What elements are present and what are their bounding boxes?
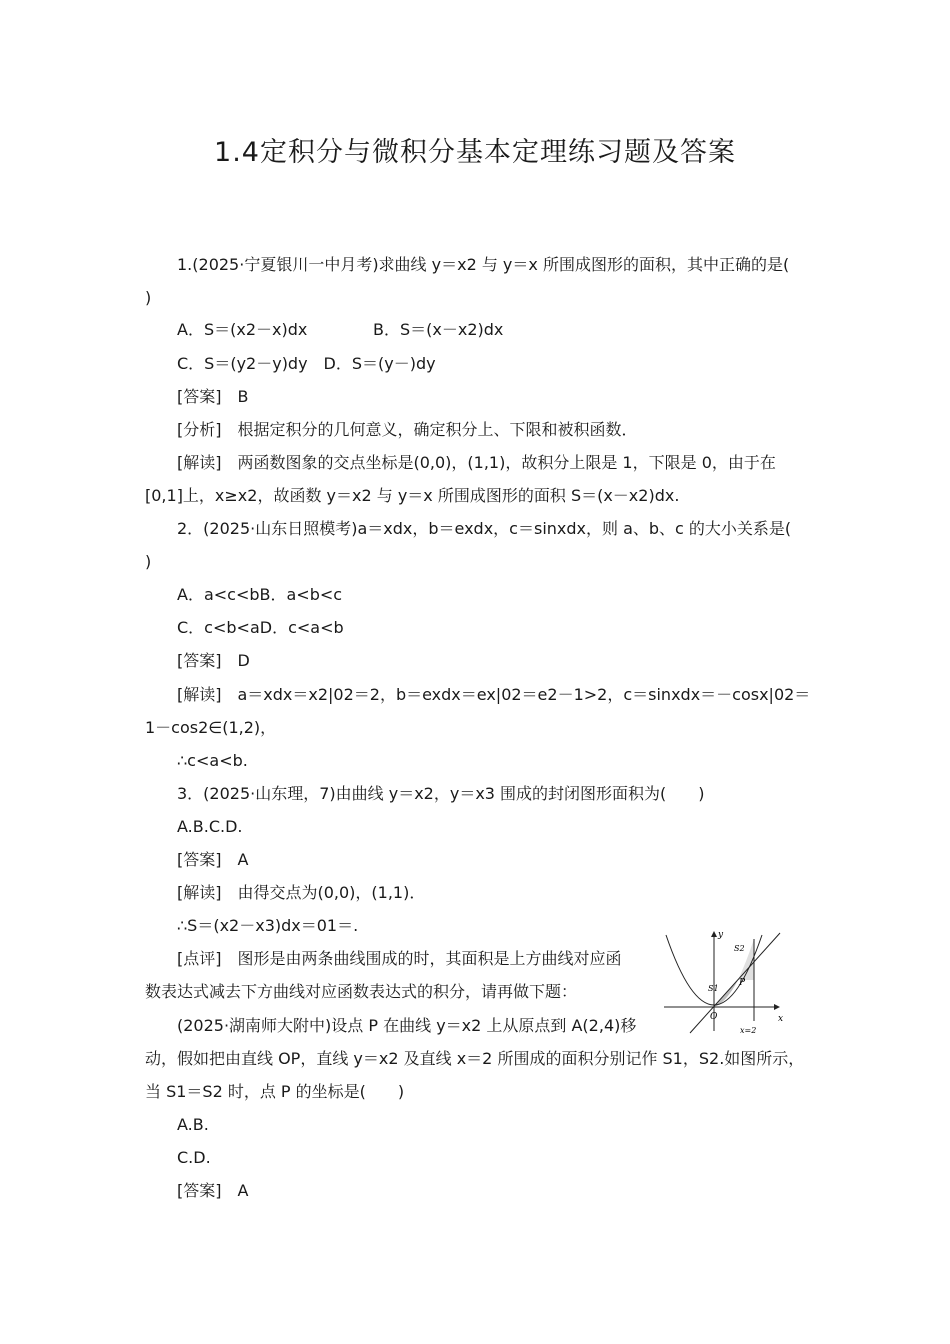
extra-question-stem-end: 当 S1＝S2 时，点 P 的坐标是( ) — [145, 1082, 405, 1101]
q2-stem: 2．(2025·山东日照模考)a＝xdx，b＝exdx，c＝sinxdx，则 a、b、c 的大小关系是( — [177, 519, 792, 538]
q3-answer: [答案] A — [177, 850, 249, 869]
q1-stem: 1.(2025·宁夏银川一中月考)求曲线 y＝x2 与 y＝x 所围成图形的面积，其中正确的是( — [177, 255, 790, 274]
x-axis-label: x — [778, 1014, 784, 1024]
q3-options: A.B.C.D. — [177, 817, 243, 836]
q1-stem-close: ) — [145, 288, 152, 307]
extra-options-ab: A.B. — [177, 1115, 209, 1134]
parabola-figure — [662, 925, 787, 1037]
page-title: 1.4定积分与微积分基本定理练习题及答案 — [214, 137, 736, 168]
q1-solution-cont: [0,1]上，x≥x2，故函数 y＝x2 与 y＝x 所围成图形的面积 S＝(x－x2)dx. — [145, 486, 680, 505]
q2-solution: [解读] a＝xdx＝x2|02＝2，b＝exdx＝ex|02＝e2－1>2，c＝sinxdx＝－cosx|02＝ — [177, 685, 811, 704]
q3-stem: 3．(2025·山东理，7)由曲线 y＝x2，y＝x3 围成的封闭图形面积为( ) — [177, 784, 705, 803]
y-axis-arrow — [711, 931, 717, 937]
q3-comment-cont: 数表达式减去下方曲线对应函数表达式的积分，请再做下题： — [145, 982, 578, 1001]
extra-answer: [答案] A — [177, 1181, 249, 1200]
q1-solution: [解读] 两函数图象的交点坐标是(0,0)，(1,1)，故积分上限是 1，下限是 0，由于在 — [177, 453, 776, 472]
s1-label: S1 — [708, 984, 719, 993]
q3-comment: [点评] 图形是由两条曲线围成的时，其面积是上方曲线对应函 — [177, 949, 622, 968]
q2-answer: [答案] D — [177, 651, 250, 670]
q1-option-b: B．S＝(x－x2)dx — [373, 320, 504, 339]
q1-answer: [答案] B — [177, 387, 249, 406]
point-p-label: P — [739, 978, 746, 988]
s2-label: S2 — [734, 944, 745, 953]
q3-solution-result: ∴S＝(x2－x3)dx＝01＝. — [177, 916, 359, 935]
y-axis-label: y — [718, 930, 724, 940]
q2-stem-close: ) — [145, 552, 152, 571]
extra-question-stem-cont: 动，假如把由直线 OP，直线 y＝x2 及直线 x＝2 所围成的面积分别记作 S1，S2.如图所示， — [145, 1049, 805, 1068]
extra-options-cd: C.D. — [177, 1148, 211, 1167]
q1-options-cd: C．S＝(y2－y)dy D．S＝(y－)dy — [177, 354, 436, 373]
q1-analysis: [分析] 根据定积分的几何意义，确定积分上、下限和被积函数． — [177, 420, 638, 439]
q2-conclusion: ∴c<a<b. — [177, 751, 248, 770]
x-axis-arrow — [774, 1004, 780, 1010]
line-label: x=2 — [740, 1026, 757, 1035]
q2-options-cd: C．c<b<aD．c<a<b — [177, 618, 344, 637]
q1-option-a: A．S＝(x2－x)dx — [177, 320, 308, 339]
q2-solution-cont: 1－cos2∈(1,2)， — [145, 718, 277, 737]
origin-label: O — [710, 1012, 718, 1022]
q3-solution: [解读] 由得交点为(0,0)，(1,1)． — [177, 883, 426, 902]
q2-options-ab: A．a<c<bB．a<b<c — [177, 585, 343, 604]
extra-question-stem: (2025·湖南师大附中)设点 P 在曲线 y＝x2 上从原点到 A(2,4)移 — [177, 1016, 637, 1035]
